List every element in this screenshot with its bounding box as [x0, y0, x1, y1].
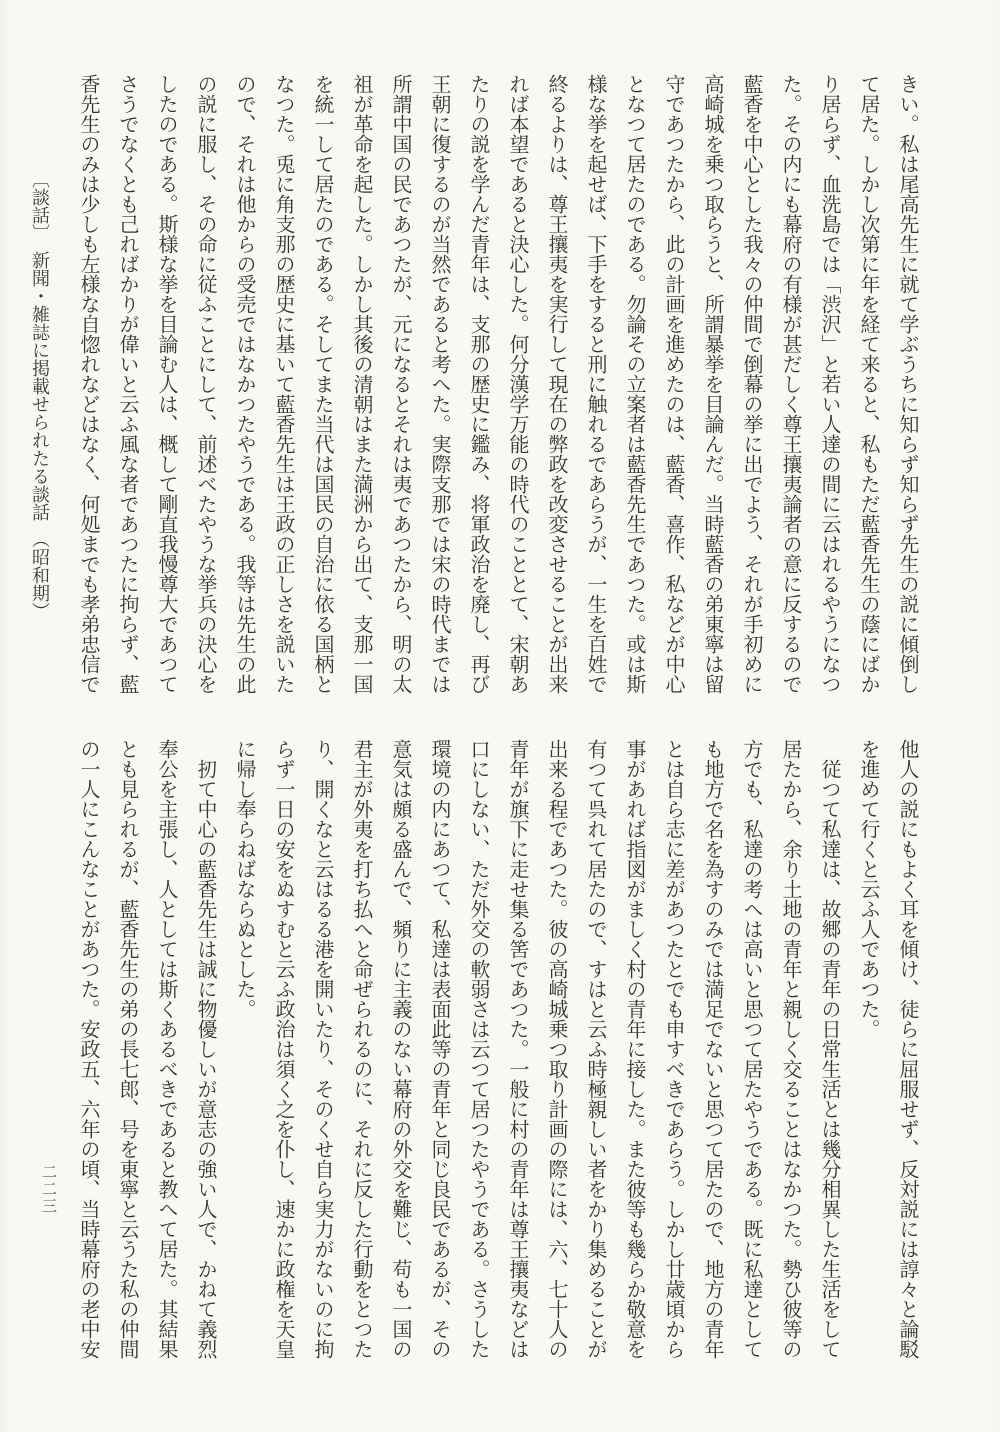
paragraph: 従つて私達は、故郷の青年の日常生活とは幾分相異した生活をして居たから、余り土地の青年と親しく交ることはなかつた。勢ひ彼等の方でも、私達の考へは高いと思つて居たやうである。既に私達としても地方で名を為すのみでは満足でないと思つて居たので、地方の青年とは自ら志に差があつたとでも申すべきであらう。しかし廿歳頃から事があれば指図がましく村の青年に接した。また彼等も幾らか敬意を有つて呉れて居たので、すはと云ふ時極親しい者をかり集めることが出来る程であつた。彼の高崎城乗つ取り計画の際には、六、七十人の青年が旗下に走せ集る筈であつた。一般に村の青年は尊王攘夷などは口にしない、ただ外交の軟弱さは云つて居つたやうである。さうした環境の内にあつて、私達は表面此等の青年と同じ良民であるが、その意気は頗る盛んで、頻りに主義のない幕府の外交を難じ、苟も一国の君主が外夷を打ち払へと命ぜられるのに、それに反した行動をとつたり、開くなと云はるる港を開いたり、そのくせ自ら実力がないのに拘らず一日の安をぬすむと云ふ政治は須く之を仆し、速かに政権を天皇に帰し奉らねばならぬとした。	[233, 739, 840, 1359]
paragraph: 他人の説にもよく耳を傾け、徒らに屈服せず、反対説には諄々と論駁を進めて行くと云ふ人であつた。	[857, 739, 918, 1359]
upper-text-block	[68, 74, 926, 696]
lower-text-block	[68, 739, 926, 1361]
page-number: 二二三	[40, 1164, 56, 1215]
paragraph: きい。私は尾高先生に就て学ぶうちに知らず知らず先生の説に傾倒して居た。しかし次第に年を経て来ると、私もただ藍香先生の蔭にばかり居らず、血洗島では「渋沢」と若い人達の間に云はれるやうになつた。その内にも幕府の有様が甚だしく尊王攘夷論者の意に反するので藍香を中心とした我々の仲間で倒幕の挙に出でよう、それが手初めに高崎城を乗つ取らうと、所謂暴挙を目論んだ。当時藍香の弟東寧は留守であつたから、此の計画を進めたのは、藍香、喜作、私などが中心となつて居たのである。勿論その立案者は藍香先生であつた。或は斯様な挙を起せば、下手をすると刑に触れるであらうが、一生を百姓で終るよりは、尊王攘夷を実行して現在の弊政を改変させることが出来れば本望であると決心した。何分漢学万能の時代のこととて、宋朝あたりの説を学んだ青年は、支那の歴史に鑑み、将軍政治を廃し、再び王朝に復するのが当然であると考へた。実際支那では宋の時代までは所謂中国の民であつたが、元になるとそれは夷であつたから、明の太祖が革命を起した。しかし其後の清朝はまた満洲から出て、支那一国を統一して居たのである。そしてまた当代は国民の自治に依る国柄となつた。兎に角支那の歴史に基いて藍香先生は王政の正しさを説いたので、それは他からの受売ではなかつたやうである。我等は先生の此の説に服し、その命に従ふことにして、前述べたやうな挙兵の決心をしたのである。斯様な挙を目論む人は、概して剛直我慢尊大であつてさうでなくとも己ればかりが偉いと云ふ風な者であつたに拘らず、藍香先生のみは少しも左様な自惚れなどはなく、何処までも孝弟忠信で	[77, 74, 918, 694]
running-title: 〔談話〕 新聞・雑誌に掲載せられたる談話 （昭和期）	[30, 170, 50, 620]
paragraph: 扨て中心の藍香先生は誠に物優しいが意志の強い人で、かねて義烈奉公を主張し、人としては斯くあるべきであると教へて居た。其結果とも見られるが、藍香先生の弟の長七郎、号を東寧と云うた私の仲間の一人にこんなことがあつた。安政五、六年の頃、当時幕府の老中安	[77, 739, 216, 1359]
